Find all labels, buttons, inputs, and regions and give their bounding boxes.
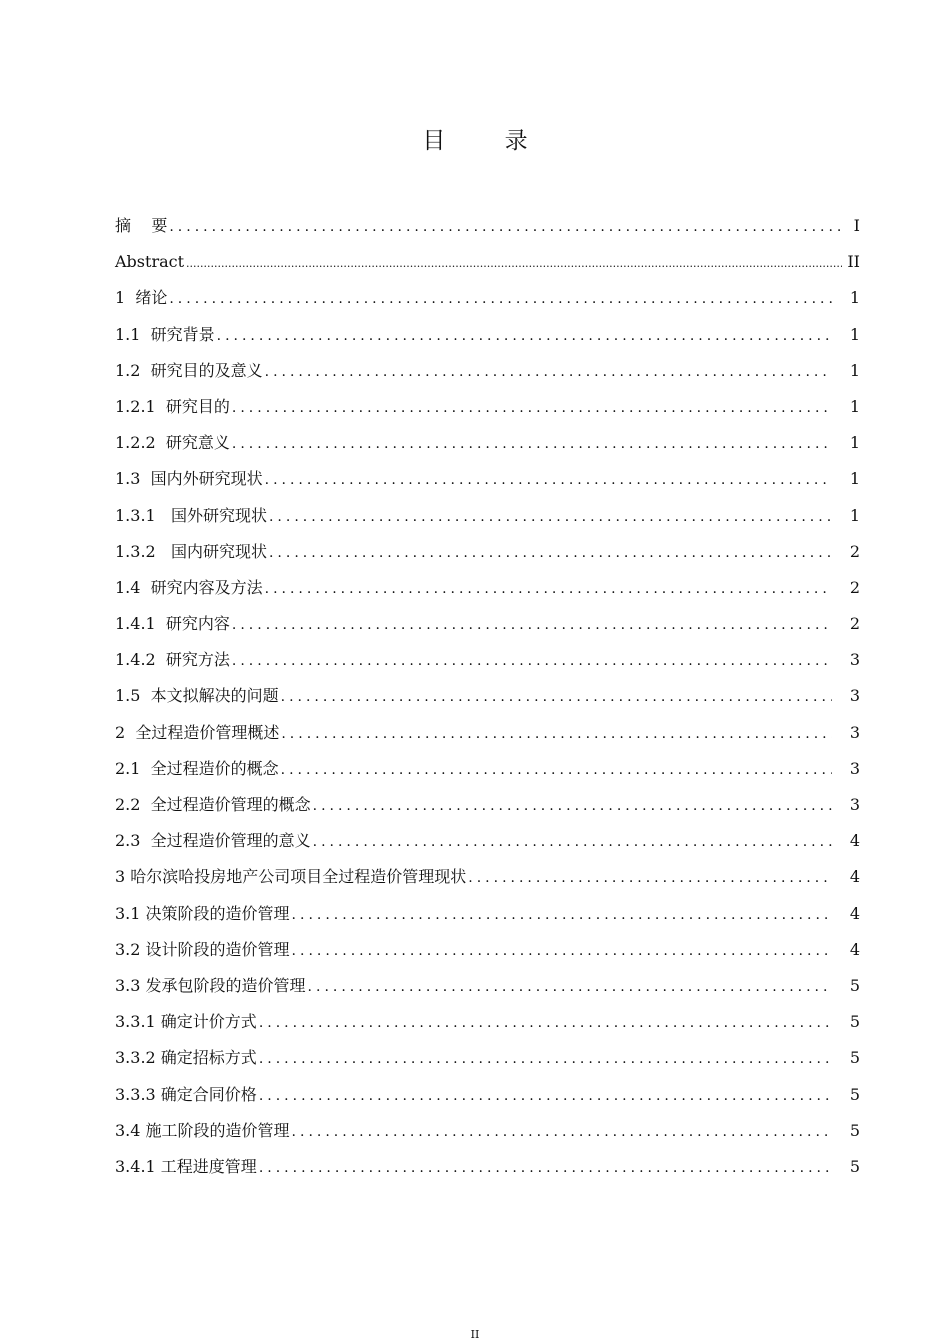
toc-entry[interactable] (115, 280, 860, 316)
toc-entry[interactable] (115, 570, 860, 606)
toc-entry[interactable] (115, 678, 860, 714)
toc-leader-dots (281, 752, 832, 788)
toc-entry-label: 1.4.1 研究内容 (115, 614, 230, 634)
toc-entry-label: 2 全过程造价管理概述 (115, 722, 280, 742)
toc-entry-label: 3.2 设计阶段的造价管理 (115, 939, 290, 959)
toc-entry-abstract-en[interactable] (115, 244, 860, 280)
toc-leader-dots (269, 535, 832, 571)
toc-entry-label: 3.3 发承包阶段的造价管理 (115, 975, 306, 995)
toc-entry-page: 1 (849, 505, 860, 525)
toc-leader-dots (292, 897, 832, 933)
toc-entry-label: 摘 要 (115, 216, 168, 235)
toc-entry-page: 1 (849, 469, 860, 489)
toc-leader-dots (292, 1114, 832, 1150)
toc-leader-dots (169, 209, 842, 245)
toc-entry-page: 5 (849, 1156, 860, 1176)
page-number: II (470, 1328, 480, 1341)
toc-leader-dots (232, 643, 832, 679)
toc-leader-dots (232, 426, 832, 462)
toc-entry-page: 4 (849, 867, 860, 887)
toc-entry-label: 1.2.1 研究目的 (115, 396, 230, 416)
toc-entry-page: 2 (849, 541, 860, 561)
toc-entry-page: 2 (849, 614, 860, 634)
toc-leader-dots (265, 354, 832, 390)
toc-entry-label: 3.1 决策阶段的造价管理 (115, 903, 290, 923)
toc-entry-label: 3.4.1 工程进度管理 (115, 1156, 257, 1176)
toc-entry-page: 5 (849, 1120, 860, 1140)
toc-entry[interactable] (115, 425, 860, 461)
toc-entry-label: 2.1 全过程造价的概念 (115, 758, 279, 778)
toc-entry[interactable] (115, 353, 860, 389)
toc-entry-page: 3 (849, 650, 860, 670)
toc-entry-label: 1.3.1 国外研究现状 (115, 505, 267, 525)
toc-entry-label: 1.4 研究内容及方法 (115, 577, 263, 597)
toc-entry[interactable] (115, 1077, 860, 1113)
toc-entry-page: 5 (849, 1012, 860, 1032)
toc-entry-label: 3.4 施工阶段的造价管理 (115, 1120, 290, 1140)
toc-entry[interactable] (115, 1113, 860, 1149)
toc-entry[interactable] (115, 787, 860, 823)
toc-entry[interactable] (115, 968, 860, 1004)
toc-entry-page: 3 (849, 795, 860, 814)
toc-entry[interactable] (115, 1040, 860, 1076)
toc-leader-dots (169, 281, 832, 317)
toc-entry-label: 1 绪论 (115, 288, 168, 308)
toc-entry-page: 5 (849, 1048, 860, 1068)
toc-entry[interactable] (115, 498, 860, 534)
toc-leader-dots (259, 1150, 832, 1186)
toc-entry[interactable] (115, 534, 860, 570)
toc-entry-page: II (847, 252, 860, 272)
toc-entry-label: 1.5 本文拟解决的问题 (115, 686, 279, 706)
toc-entry-page: 4 (849, 831, 860, 851)
toc-entry-label: 2.3 全过程造价管理的意义 (115, 831, 311, 851)
toc-entry[interactable] (115, 389, 860, 425)
toc-entry-label: 1.3 国内外研究现状 (115, 469, 263, 489)
toc-entry-page: 1 (849, 433, 860, 453)
toc-entry-page: 1 (849, 360, 860, 380)
toc-leader-dots (292, 933, 832, 969)
toc-entry[interactable] (115, 1149, 860, 1185)
toc-entry-label: 1.3.2 国内研究现状 (115, 541, 267, 561)
toc-entry-page: 1 (849, 324, 860, 344)
toc-entry-page: 4 (849, 903, 860, 923)
toc-entry[interactable] (115, 461, 860, 497)
toc-leader-dots (259, 1041, 832, 1077)
toc-entry-page: 4 (849, 939, 860, 959)
toc-entry-label: 3.3.3 确定合同价格 (115, 1084, 257, 1104)
toc-leader-dots (308, 969, 832, 1005)
toc-entry-label: 3 哈尔滨哈投房地产公司项目全过程造价管理现状 (115, 867, 467, 887)
toc-entry-label: 1.2.2 研究意义 (115, 433, 230, 453)
toc-entry-page: 1 (849, 288, 860, 308)
toc-leader-dots (232, 390, 832, 426)
toc-leader-dots (281, 716, 832, 752)
toc-entry-page: 3 (849, 722, 860, 742)
toc-entry-label: 3.3.1 确定计价方式 (115, 1012, 257, 1032)
toc-entry[interactable] (115, 642, 860, 678)
toc-entry-page: 1 (849, 396, 860, 416)
toc-leader-dots (259, 1078, 832, 1114)
toc-leader-dots (232, 607, 832, 643)
toc-entry-abstract-cn[interactable] (115, 208, 860, 244)
toc-leader-dots (313, 824, 832, 860)
toc-entry[interactable] (115, 715, 860, 751)
toc-entry-label: 1.4.2 研究方法 (115, 650, 230, 670)
toc-leader-dots (265, 462, 832, 498)
toc-entry-page: 5 (849, 975, 860, 995)
toc-leader-dots (281, 679, 832, 715)
toc-leader-dots (269, 499, 832, 535)
toc-leader-dots (186, 246, 842, 282)
toc-entry-label: 3.3.2 确定招标方式 (115, 1048, 257, 1068)
toc-entry[interactable] (115, 751, 860, 787)
toc-entry-label: 1.2 研究目的及意义 (115, 360, 263, 380)
toc-title: 目 录 (422, 128, 554, 154)
toc-entry-label: Abstract (115, 252, 185, 272)
toc-leader-dots (313, 788, 832, 824)
toc-entry-page: 3 (849, 758, 860, 778)
toc-entry-page: 2 (849, 577, 860, 597)
toc-entry-page: 5 (849, 1084, 860, 1104)
toc-entry[interactable] (115, 317, 860, 353)
toc-leader-dots (265, 571, 832, 607)
toc-leader-dots (468, 860, 832, 896)
toc-entry[interactable] (115, 823, 860, 859)
toc-entry-page: 3 (849, 686, 860, 706)
toc-entry[interactable] (115, 932, 860, 968)
toc-entry-label: 1.1 研究背景 (115, 324, 215, 344)
toc-entry[interactable] (115, 896, 860, 932)
toc-entry[interactable] (115, 606, 860, 642)
toc-leader-dots (259, 1005, 832, 1041)
toc-entry[interactable] (115, 859, 860, 895)
toc-leader-dots (217, 318, 832, 354)
toc-entry[interactable] (115, 1004, 860, 1040)
toc-entry-page: I (853, 216, 860, 235)
toc-list (115, 208, 860, 1185)
toc-entry-label: 2.2 全过程造价管理的概念 (115, 795, 311, 814)
